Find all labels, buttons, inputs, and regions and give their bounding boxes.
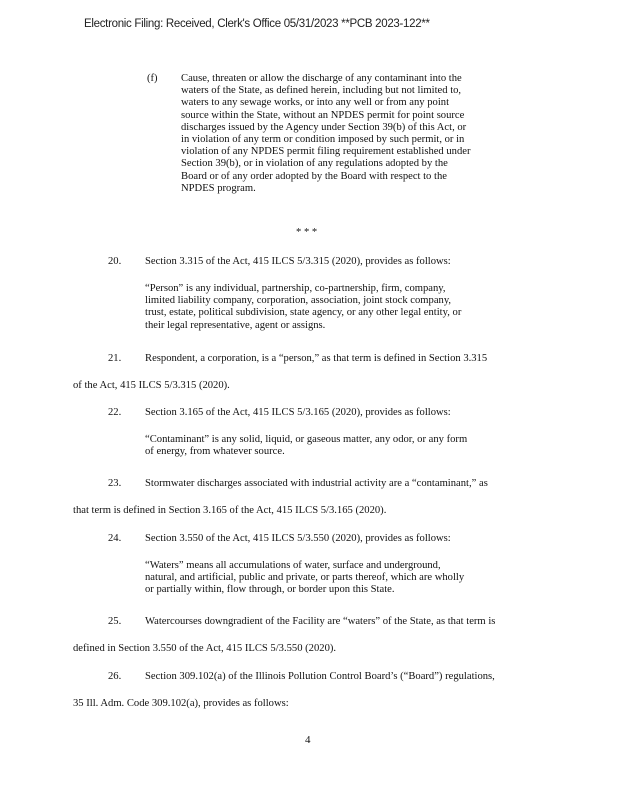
para-24-quote: “Waters” means all accumulations of water, surface and underground, natural, and artificial, public and private, or parts thereof, which are wholly or partially within, flow through, or border upon this State. [145,560,465,596]
page-number: 4 [305,734,311,746]
para-26-line-1: Section 309.102(a) of the Illinois Pollution Control Board’s (“Board”) regulations, [145,671,495,682]
para-22-quote: “Contaminant” is any solid, liquid, or gaseous matter, any odor, or any form of energy, from whatever source. [145,434,468,458]
para-20-text: Section 3.315 of the Act, 415 ILCS 5/3.315 (2020), provides as follows: [145,256,451,267]
item-f-text: Cause, threaten or allow the discharge of any contaminant into the waters of the State, as defined herein, including but not limited to, waters to any sewage works, or into any well or from any point source within the State, without an NPDES permit for point source discharges issued by the Agency under Section 39(b) of this Act, or in violation of any term or condition imposed by such permit, or in violation of any NPDES permit filing requirement established under Section 39(b), or in violation of any regulations adopted by the Board or of any order adopted by the Board with respect to the NPDES program. [181,73,471,194]
para-25-line-2: defined in Section 3.550 of the Act, 415 ILCS 5/3.550 (2020). [73,643,337,654]
section-break-asterisks: * * * [296,227,318,238]
para-23-line-2: that term is defined in Section 3.165 of the Act, 415 ILCS 5/3.165 (2020). [73,505,387,516]
para-21-number: 21. [108,353,122,364]
para-20-quote: “Person” is any individual, partnership, co-partnership, firm, company, limited liability company, corporation, association, joint stock company, trust, estate, political subdivision, state agency, or any other legal entity, or their legal representative, agent or assigns. [145,283,462,331]
filing-header: Electronic Filing: Received, Clerk's Office 05/31/2023 **PCB 2023-122** [84,18,430,30]
para-24-text: Section 3.550 of the Act, 415 ILCS 5/3.550 (2020), provides as follows: [145,533,451,544]
para-24-number: 24. [108,533,122,544]
para-22-text: Section 3.165 of the Act, 415 ILCS 5/3.165 (2020), provides as follows: [145,407,451,418]
para-26-line-2: 35 Ill. Adm. Code 309.102(a), provides as follows: [73,698,289,709]
para-21-line-2: of the Act, 415 ILCS 5/3.315 (2020). [73,380,230,391]
para-26-number: 26. [108,671,122,682]
item-f-marker: (f) [147,73,158,84]
para-22-number: 22. [108,407,122,418]
para-20-number: 20. [108,256,122,267]
para-21-line-1: Respondent, a corporation, is a “person,” as that term is defined in Section 3.315 [145,353,488,364]
para-23-number: 23. [108,478,122,489]
para-25-number: 25. [108,616,122,627]
para-25-line-1: Watercourses downgradient of the Facility are “waters” of the State, as that term is [145,616,496,627]
para-23-line-1: Stormwater discharges associated with industrial activity are a “contaminant,” as [145,478,488,489]
